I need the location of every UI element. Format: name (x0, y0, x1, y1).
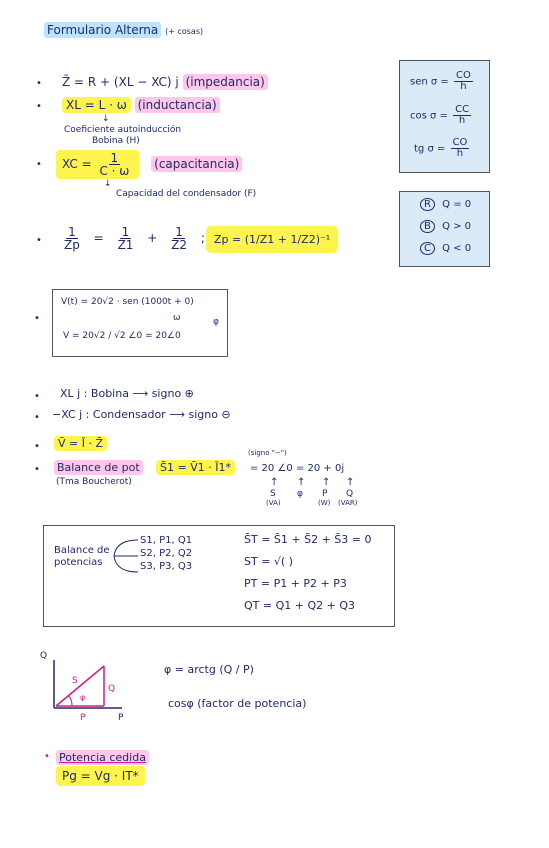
voltage-line1: V(t) = 20√2 · sen (1000t + 0) (61, 297, 194, 307)
q-sign-r: R Q = 0 (420, 200, 471, 210)
bullet-dot: • (34, 313, 40, 324)
balance-row1: S1, P1, Q1 (140, 535, 193, 546)
bullet-dot: • (34, 441, 40, 452)
up-arrow-icon: ↑ (346, 477, 355, 488)
sign-bobina: XL j : Bobina ⟶ signo ⊕ (60, 387, 194, 400)
impedance-formula: Z̄ = R + (XL − XC) j (impedancia) (62, 76, 268, 88)
parallel-impedance: $\frac{1}{Zp}$ = $\frac{1}{Z1}$ + $\frac{1}{Z2}$ ; (64, 225, 205, 252)
phi-formula: φ = arctg (Q / P) (164, 663, 254, 676)
note-self-induction: Coeficiente autoinducción (64, 125, 182, 135)
label-s: S (270, 489, 276, 499)
axis-q-label: Q (40, 651, 48, 661)
axis-p-label: P (118, 713, 124, 723)
inductance-formula: XL = L · ω (inductancia) (62, 99, 220, 111)
q-sign-b: B Q > 0 (420, 222, 471, 232)
up-arrow-icon: ↑ (297, 477, 306, 488)
note-coil: Bobina (H) (92, 136, 140, 146)
voltage-line2: V = 20√2 / √2 ∠0 = 20∠0 (63, 331, 181, 341)
bullet-dot: • (36, 159, 42, 170)
q-sign-c: C Q < 0 (420, 244, 471, 254)
sign-condensador: −XC j : Condensador ⟶ signo ⊖ (52, 408, 231, 421)
bullet-dot: • (34, 391, 40, 402)
triangle-p-label: P (80, 713, 86, 723)
ohm-law: V̄ = Ī · Z̄ (54, 438, 107, 449)
bullet-dot: • (36, 78, 42, 89)
trig-sin: sen σ = $\frac{CO}{h}$ (410, 70, 471, 92)
bullet-dot: • (34, 464, 40, 475)
triangle-q-label: Q (108, 684, 116, 694)
balance-box (43, 525, 395, 627)
voltage-omega: ω (173, 313, 181, 323)
trig-box (399, 60, 490, 173)
balance-eq3: PT = P1 + P2 + P3 (244, 577, 347, 590)
voltage-phi: φ (213, 317, 219, 327)
bullet-dot: • (34, 412, 40, 423)
pg-formula: Pg = Vg · IT* (56, 770, 145, 782)
label-p-unit: (W) (318, 499, 331, 507)
power-balance-label: Balance de pot (54, 462, 143, 473)
balance-label2: potencias (54, 557, 103, 568)
bullet-dot: • (44, 751, 50, 762)
note-capacitor: Capacidad del condensador (F) (116, 189, 257, 199)
power-balance-value: = 20 ∠0 = 20 + 0j (250, 463, 345, 474)
trig-cos: cos σ = $\frac{CC}{h}$ (410, 104, 470, 126)
cosphi-note: cosφ (factor de potencia) (168, 697, 307, 710)
voltage-box (52, 289, 228, 357)
balance-row2: S2, P2, Q2 (140, 548, 193, 559)
triangle-phi-label: φ (80, 693, 86, 702)
power-balance-formula: S̄1 = V̄1 · Ī1* (156, 462, 235, 473)
triangle-s-label: S (72, 676, 78, 686)
balance-row3: S3, P3, Q3 (140, 561, 193, 572)
down-arrow-icon: ↓ (102, 114, 110, 124)
page-title: Formulario Alterna (+ cosas) (44, 24, 203, 36)
label-p: P (322, 489, 328, 499)
conj-note: (signo "−") (248, 449, 287, 457)
label-q: Q (346, 489, 354, 499)
brace-arrows (110, 536, 140, 576)
label-q-unit: (VAR) (338, 499, 358, 507)
parallel-impedance-highlight: Zp = (1/Z1 + 1/Z2)⁻¹ (206, 226, 338, 253)
balance-label1: Balance de (54, 545, 110, 556)
potencia-cedida-heading: Potencia cedida (56, 752, 149, 763)
label-phi: φ (297, 489, 303, 499)
power-balance-sub: (Tma Boucherot) (56, 477, 132, 487)
q-signs-box (399, 191, 490, 267)
down-arrow-icon: ↓ (104, 179, 112, 189)
balance-eq1: S̄T = S̄1 + S̄2 + S̄3 = 0 (244, 533, 372, 546)
bullet-dot: • (36, 235, 42, 246)
capacitance-formula: XC = $\frac{1}{C \cdot \omega}$ (capacitancia) (56, 150, 242, 179)
balance-eq4: QT = Q1 + Q2 + Q3 (244, 599, 355, 612)
bullet-dot: • (36, 101, 42, 112)
trig-tan: tg σ = $\frac{CO}{h}$ (414, 137, 468, 159)
up-arrow-icon: ↑ (270, 477, 279, 488)
up-arrow-icon: ↑ (322, 477, 331, 488)
label-s-unit: (VA) (266, 499, 281, 507)
balance-eq2: ST = √( ) (244, 555, 294, 568)
